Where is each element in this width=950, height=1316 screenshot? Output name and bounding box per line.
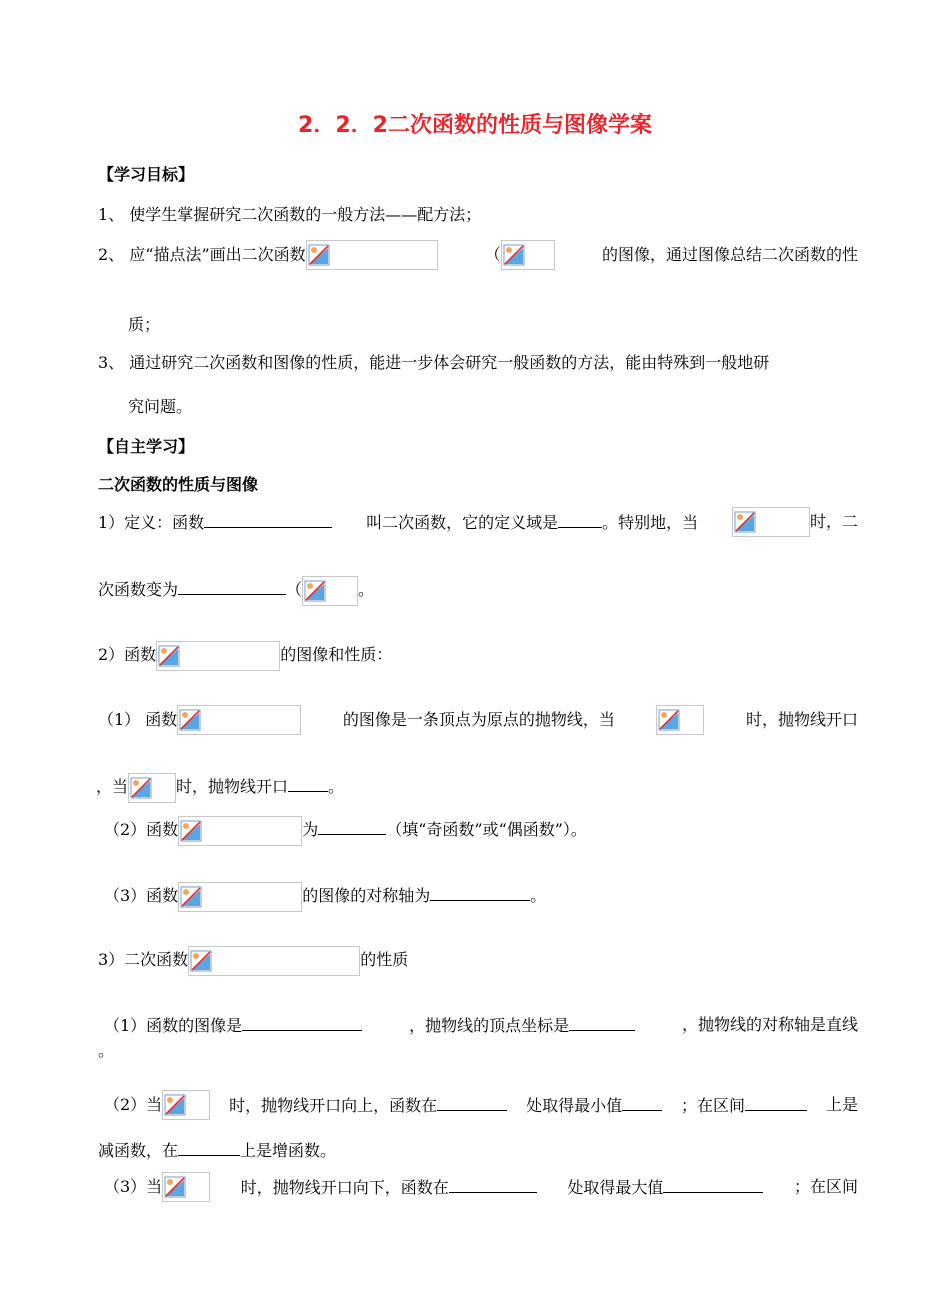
formula-image-icon: [302, 576, 358, 606]
fill-blank[interactable]: [288, 771, 328, 792]
objective-2: 2、 应“描点法”画出二次函数 （ 的图像，通过图像总结二次函数的性: [98, 240, 858, 270]
part-3-item-3: （3）当 时，抛物线开口向下，函数在 处取得最大值 ；在区间: [104, 1172, 858, 1202]
formula-image-icon: [188, 946, 360, 976]
part-2-item-1: （1） 函数 的图像是一条顶点为原点的抛物线，当 时，抛物线开口: [98, 705, 858, 735]
section-heading: 二次函数的性质与图像: [98, 475, 259, 494]
fill-blank[interactable]: [622, 1090, 662, 1111]
fill-blank[interactable]: [178, 574, 286, 595]
part-2-item-1-cont: ，当 时，抛物线开口 。: [96, 771, 856, 801]
definition-line: 1）定义：函数 叫二次函数，它的定义域是 。特别地，当 时，二: [98, 507, 858, 537]
formula-image-icon: [732, 507, 810, 537]
fill-blank[interactable]: [318, 814, 386, 835]
fill-blank[interactable]: [745, 1090, 807, 1111]
part-2-item-2: （2）函数 为 （填“奇函数”或“偶函数”）。: [104, 814, 864, 844]
fill-blank[interactable]: [178, 1135, 240, 1156]
objective-2-cont: 质；: [128, 315, 161, 334]
part-2-item-3: （3）函数 的图像的对称轴为 。: [104, 880, 864, 910]
fill-blank[interactable]: [449, 1172, 537, 1193]
formula-image-icon: [306, 240, 438, 270]
formula-image-icon: [178, 882, 302, 912]
definition-cont: 次函数变为 （ 。: [98, 574, 858, 604]
objectives-heading: 【学习目标】: [98, 165, 195, 184]
part-3-heading: 3）二次函数 的性质: [98, 945, 858, 975]
fill-blank[interactable]: [430, 880, 530, 901]
fill-blank[interactable]: [663, 1172, 763, 1193]
fill-blank[interactable]: [558, 507, 602, 528]
formula-image-icon: [128, 773, 176, 803]
page-title: 2．2．2二次函数的性质与图像学案: [298, 113, 652, 138]
fill-blank[interactable]: [204, 507, 332, 528]
part-3-item-2-cont: 减函数，在 上是增函数。: [98, 1135, 858, 1165]
objective-3-cont: 究问题。: [128, 397, 193, 416]
formula-image-icon: [162, 1172, 210, 1202]
part-3-item-1-cont: 。: [98, 1041, 115, 1060]
fill-blank[interactable]: [437, 1090, 507, 1111]
formula-image-icon: [656, 705, 704, 735]
fill-blank[interactable]: [242, 1010, 362, 1031]
fill-blank[interactable]: [569, 1010, 635, 1031]
part-3-item-2: （2）当 时，抛物线开口向上，函数在 处取得最小值 ；在区间 上是: [104, 1090, 858, 1120]
formula-image-icon: [501, 240, 555, 270]
objective-1: 1、 使学生掌握研究二次函数的一般方法——配方法；: [98, 205, 482, 224]
objective-3: 3、 通过研究二次函数和图像的性质，能进一步体会研究一般函数的方法，能由特殊到一般地研: [98, 353, 770, 372]
formula-image-icon: [156, 641, 280, 671]
self-study-heading: 【自主学习】: [98, 437, 195, 456]
formula-image-icon: [177, 705, 301, 735]
formula-image-icon: [162, 1090, 210, 1120]
part-3-item-1: （1）函数的图像是 ，抛物线的顶点坐标是 ，抛物线的对称轴是直线: [104, 1010, 858, 1040]
formula-image-icon: [178, 816, 302, 846]
part-2-heading: 2）函数 的图像和性质：: [98, 640, 858, 670]
